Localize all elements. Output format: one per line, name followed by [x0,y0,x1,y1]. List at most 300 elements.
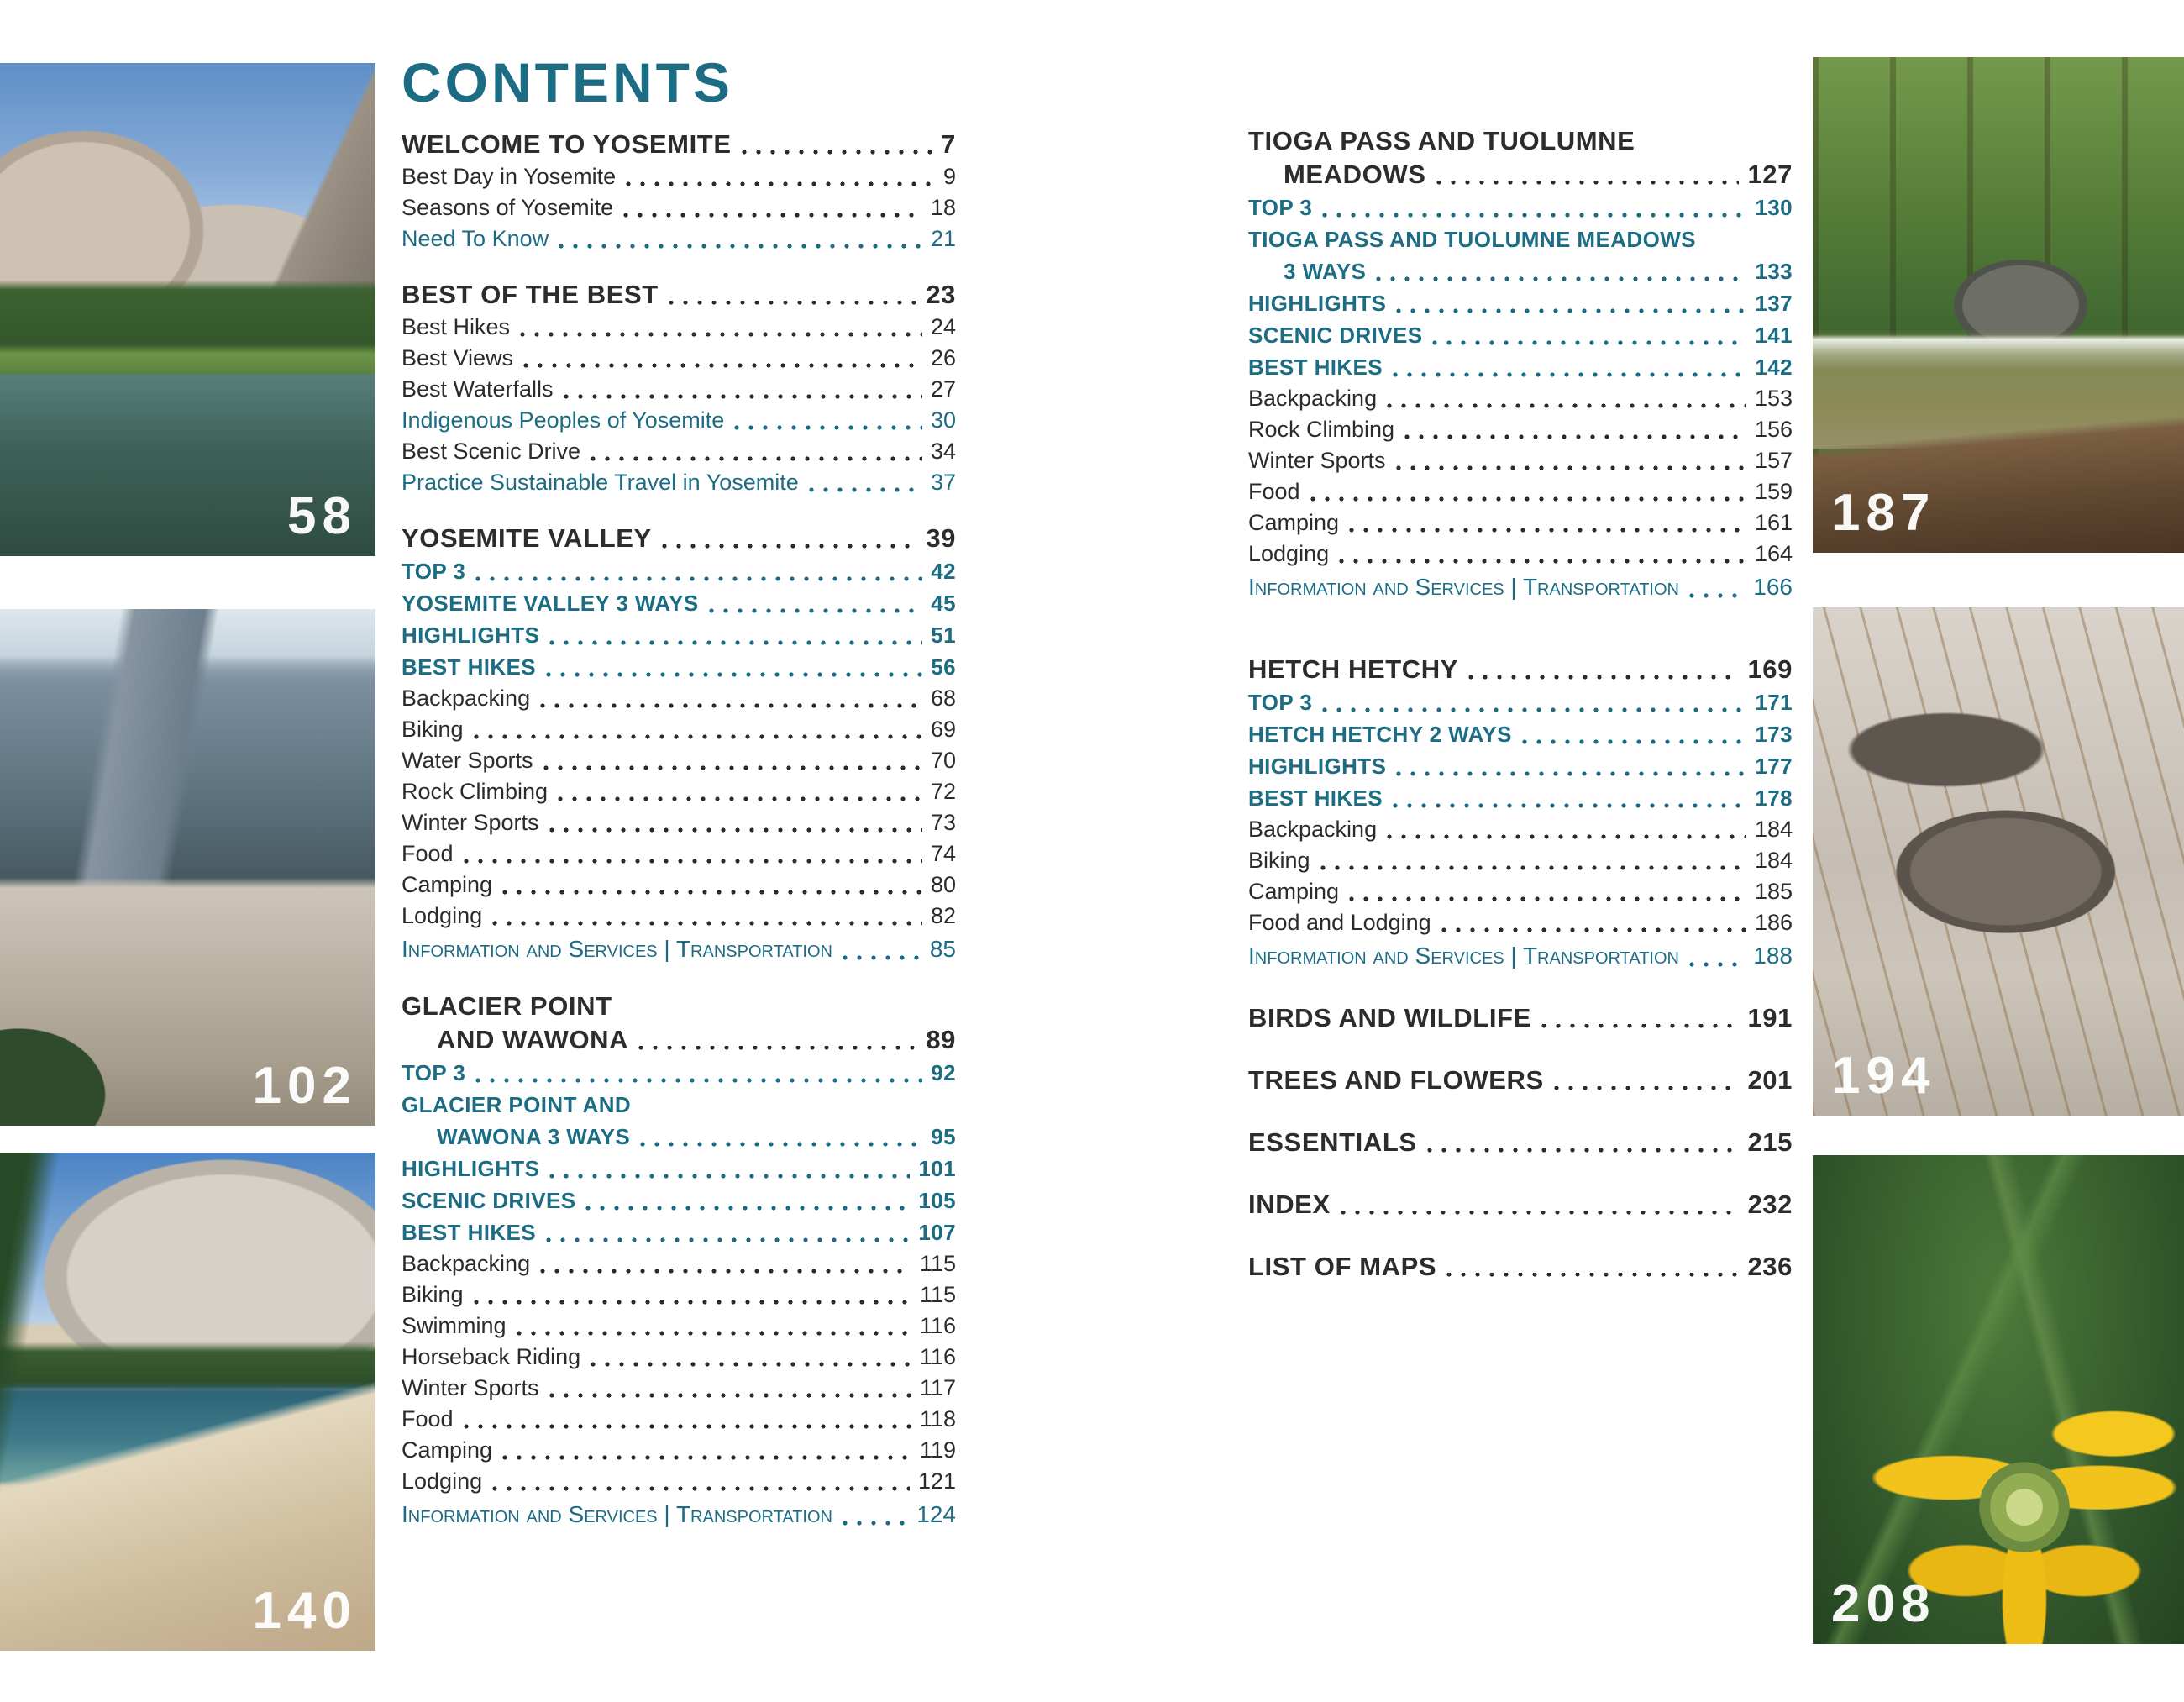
toc-entry-row [402,1279,956,1311]
toc-label: TOP 3 [1248,195,1313,220]
toc-label: TIOGA PASS AND TUOLUMNE [1248,126,1635,155]
dot-leader [558,796,922,801]
toc-entry-row [402,374,956,405]
toc-entry-row [402,555,956,587]
toc-entry-row [1248,782,1793,814]
dot-leader [502,1455,911,1460]
toc-label: HIGHLIGHTS [402,622,540,648]
section-title-row [402,522,956,555]
page-number: 171 [1755,690,1793,715]
toc-label: 3 WAYS [1284,259,1367,284]
dot-leader [492,921,922,926]
toc-label: Winter Sports [402,1375,539,1400]
page-number: 159 [1754,479,1793,504]
toc-label: Best Day in Yosemite [402,164,617,189]
dot-leader [1404,434,1746,439]
toc-entry-row [402,932,956,966]
toc-entry-row [1248,445,1793,476]
toc-entry-row [402,1342,956,1373]
toc-entry-row [1248,686,1793,718]
page-number: 119 [919,1437,956,1463]
photo-glacier-point-overlook [0,609,375,1126]
dot-leader [546,672,922,677]
toc-entry-row [402,192,956,223]
toc-label: HIGHLIGHTS [1248,754,1387,779]
dot-leader [638,1046,917,1050]
section-title-row [1248,1064,1793,1097]
page-number: 42 [931,559,956,584]
toc-section [1248,124,1793,604]
page-number: 157 [1754,448,1793,473]
toc-column-left [402,49,956,1531]
photo-great-gray-owl [1813,607,2184,1116]
page-number: 164 [1754,541,1793,566]
page-number: 178 [1755,785,1793,811]
toc-section [1248,1188,1793,1221]
toc-label: BEST HIKES [1248,355,1383,380]
toc-label: Information and Services | Transportation [1248,574,1679,600]
toc-label: SCENIC DRIVES [1248,323,1423,348]
toc-section [1248,653,1793,973]
toc-entry-row [402,1089,956,1121]
page-number: 232 [1747,1190,1793,1219]
page-number: 68 [930,686,956,711]
dot-leader [1339,559,1746,564]
page-number: 69 [930,717,956,742]
toc-label: BEST OF THE BEST [402,280,659,309]
page-number: 85 [929,936,956,962]
dot-leader [549,1174,910,1179]
section-title-row [402,990,956,1023]
page-number: 23 [926,280,956,309]
page-number: 133 [1755,259,1793,284]
toc-label: TOP 3 [1248,690,1313,715]
page-number: 115 [919,1282,956,1307]
page-number: 107 [918,1220,956,1245]
toc-section [402,990,956,1531]
toc-entry-row [402,161,956,192]
toc-entry-row [402,1153,956,1185]
dot-leader [591,1362,911,1367]
section-title-row [1248,124,1793,158]
page-number: 184 [1754,848,1793,873]
toc-entry-row [1248,718,1793,750]
dot-leader [475,576,922,581]
toc-entry-row [1248,287,1793,319]
toc-label: Food [402,841,454,866]
toc-section [1248,1064,1793,1097]
toc-entry-row [402,807,956,838]
page-number: 56 [931,654,956,680]
toc-label: GLACIER POINT AND [402,1092,632,1117]
toc-label: AND WAWONA [437,1025,629,1054]
toc-label: Rock Climbing [402,779,549,804]
toc-label: Backpacking [1248,817,1378,842]
page-number: 130 [1755,195,1793,220]
dot-leader [549,827,922,833]
dot-leader [669,301,917,305]
page-number: 117 [919,1375,956,1400]
dot-leader [709,608,923,613]
dot-leader [1322,213,1746,218]
toc-section [1248,1001,1793,1035]
dot-leader [1441,927,1746,932]
toc-column-right [1248,124,1793,1284]
dot-leader [549,1393,911,1398]
page-number: 39 [926,523,956,553]
toc-label: Camping [402,1437,493,1463]
toc-label: Food [402,1406,454,1431]
dot-leader [502,890,922,895]
dot-leader [1396,771,1746,776]
dot-leader [1349,528,1746,533]
page-number: 21 [930,226,956,251]
dot-leader [564,394,922,399]
toc-entry-row [402,312,956,343]
toc-entry-row [402,651,956,683]
toc-entry-row [1248,538,1793,570]
toc-label: Best Hikes [402,314,511,339]
page-number: 236 [1747,1252,1793,1281]
toc-entry-row [402,1497,956,1531]
section-title-row [402,128,956,161]
page-number: 45 [931,591,956,616]
dot-leader [1393,803,1746,808]
toc-entry-row [402,343,956,374]
dot-leader [559,244,922,249]
toc-entry-row [1248,223,1793,255]
page-number: 24 [930,314,956,339]
dot-leader [623,213,922,218]
dot-leader [1349,896,1746,901]
dot-leader [543,765,922,770]
toc-entry-row [1248,907,1793,938]
toc-label: Lodging [402,903,483,928]
dot-leader [1396,308,1746,313]
page-number: 215 [1747,1127,1793,1157]
toc-entry-row [402,1435,956,1466]
toc-entry-row [402,1216,956,1248]
toc-entry-row [402,587,956,619]
toc-section [402,278,956,498]
section-title-row [1248,653,1793,686]
toc-label: TOP 3 [402,559,466,584]
dot-leader [1468,675,1739,680]
page-number: 18 [930,195,956,220]
page-number: 141 [1755,323,1793,348]
toc-entry-row [402,776,956,807]
toc-label: Horseback Riding [402,1344,581,1369]
toc-label: INDEX [1248,1190,1331,1219]
page-number: 166 [1753,574,1793,600]
page-number: 173 [1755,722,1793,747]
toc-label: Need To Know [402,226,549,251]
toc-label: Swimming [402,1313,507,1338]
toc-entry-row [402,838,956,869]
toc-label: MEADOWS [1284,160,1426,189]
toc-entry-row [402,714,956,745]
toc-label: Camping [1248,879,1340,904]
page-number: 188 [1753,943,1793,969]
page-number: 51 [931,622,956,648]
dot-leader [1393,372,1746,377]
page-number: 156 [1754,417,1793,442]
toc-entry-row [402,1466,956,1497]
page-number: 27 [930,376,956,402]
page-number: 37 [930,470,956,495]
page-number: 89 [926,1025,956,1054]
dot-leader [1522,739,1747,744]
dot-leader [540,1269,911,1274]
toc-label: Lodging [1248,541,1330,566]
page-number: 72 [930,779,956,804]
page-number: 118 [919,1406,956,1431]
section-title-row [402,278,956,312]
dot-leader [540,703,922,708]
toc-section [402,522,956,966]
toc-section [402,128,956,255]
photo-page-number: 140 [252,1582,357,1640]
page-number: 73 [930,810,956,835]
toc-label: TIOGA PASS AND TUOLUMNE MEADOWS [1248,227,1696,252]
page-number: 124 [916,1501,956,1527]
toc-label: Practice Sustainable Travel in Yosemite [402,470,799,495]
dot-leader [464,1424,911,1429]
dot-leader [843,955,921,960]
toc-entry-row [1248,476,1793,507]
page-number: 9 [942,164,956,189]
toc-entry-row [1248,750,1793,782]
toc-entry-row [402,619,956,651]
photo-page-number: 187 [1831,484,1936,542]
page-number: 116 [919,1313,956,1338]
dot-leader [1320,865,1746,870]
toc-entry-row [1248,876,1793,907]
section-title-row [1248,1188,1793,1221]
toc-label: Indigenous Peoples of Yosemite [402,407,725,433]
dot-leader [546,1237,910,1242]
toc-entry-row [402,467,956,498]
toc-label: BEST HIKES [402,1220,537,1245]
section-title-row [1248,1250,1793,1284]
section-title-row [402,1023,956,1057]
toc-entry-row [1248,414,1793,445]
dot-leader [1554,1086,1740,1090]
toc-entry-row [1248,814,1793,845]
toc-label: LIST OF MAPS [1248,1252,1437,1281]
toc-entry-row [1248,351,1793,383]
toc-entry-row [402,1373,956,1404]
dot-leader [520,332,922,337]
section-title-row [1248,158,1793,192]
toc-section [1248,1250,1793,1284]
toc-entry-row [402,745,956,776]
toc-label: WELCOME TO YOSEMITE [402,129,732,159]
page-number: 34 [930,439,956,464]
toc-label: BEST HIKES [402,654,537,680]
page-number: 161 [1754,510,1793,535]
toc-entry-row [402,1404,956,1435]
toc-entry-row [1248,938,1793,973]
page-number: 92 [931,1060,956,1085]
toc-label: Biking [402,717,464,742]
dot-leader [549,640,922,645]
toc-label: Best Scenic Drive [402,439,581,464]
page-number: 7 [941,129,956,159]
toc-entry-row [402,436,956,467]
toc-label: SCENIC DRIVES [402,1188,576,1213]
toc-entry-row [402,1311,956,1342]
page-number: 82 [930,903,956,928]
page-number: 74 [930,841,956,866]
page-number: 191 [1747,1003,1793,1032]
toc-label: Water Sports [402,748,533,773]
page-number: 121 [917,1468,956,1494]
dot-leader [1322,707,1746,712]
page-title: CONTENTS [402,51,733,113]
toc-entry-row [1248,255,1793,287]
page-number: 70 [930,748,956,773]
toc-label: TOP 3 [402,1060,466,1085]
page-number: 184 [1754,817,1793,842]
toc-label: Information and Services | Transportation [402,936,832,962]
toc-label: Biking [1248,848,1310,873]
page-number: 101 [918,1156,956,1181]
page-number: 186 [1754,910,1793,935]
toc-label: Rock Climbing [1248,417,1395,442]
toc-label: Information and Services | Transportation [402,1501,832,1527]
photo-page-number: 58 [287,487,357,545]
photo-page-number: 208 [1831,1575,1936,1633]
toc-entry-row [402,901,956,932]
toc-label: TREES AND FLOWERS [1248,1065,1544,1095]
photo-tenaya-lake [0,1153,375,1651]
dot-leader [843,1521,908,1526]
toc-label: ESSENTIALS [1248,1127,1417,1157]
page-number: 185 [1754,879,1793,904]
dot-leader [734,425,922,430]
dot-leader [640,1142,922,1147]
dot-leader [1689,962,1745,967]
page-number: 177 [1755,754,1793,779]
dot-leader [742,150,933,155]
dot-leader [1310,496,1746,502]
toc-label: Information and Services | Transportation [1248,943,1679,969]
page-number: 115 [919,1251,956,1276]
page-number: 30 [930,407,956,433]
toc-entry-row [1248,319,1793,351]
toc-entry-row [402,223,956,255]
dot-leader [626,181,935,186]
section-title-row [1248,1001,1793,1035]
toc-label: Best Waterfalls [402,376,554,402]
dot-leader [474,1300,911,1305]
toc-label: Winter Sports [1248,448,1386,473]
dot-leader [809,487,922,492]
toc-entry-row [1248,192,1793,223]
toc-label: YOSEMITE VALLEY [402,523,652,553]
page-number: 153 [1754,386,1793,411]
dot-leader [1541,1024,1740,1028]
photo-mirror-lake [0,63,375,556]
toc-label: Seasons of Yosemite [402,195,614,220]
dot-leader [1436,181,1740,185]
toc-entry-row [1248,845,1793,876]
page-number: 95 [931,1124,956,1149]
page-number: 80 [930,872,956,897]
toc-label: Backpacking [402,686,531,711]
page-number: 116 [919,1344,956,1369]
toc-entry-row [402,1185,956,1216]
dot-leader [1341,1211,1740,1215]
dot-leader [523,363,922,368]
dot-leader [1427,1148,1740,1153]
dot-leader [1387,834,1746,839]
toc-entry-row [402,1121,956,1153]
toc-label: Best Views [402,345,514,370]
toc-entry-row [402,869,956,901]
dot-leader [662,544,918,549]
toc-label: Backpacking [402,1251,531,1276]
dot-leader [1396,465,1746,470]
dot-leader [1376,276,1746,281]
dot-leader [464,859,922,864]
toc-label: Food [1248,479,1300,504]
toc-entry-row [1248,383,1793,414]
dot-leader [1446,1273,1739,1277]
toc-label: Winter Sports [402,810,539,835]
toc-label: Camping [402,872,493,897]
dot-leader [1387,403,1746,408]
toc-label: YOSEMITE VALLEY 3 WAYS [402,591,699,616]
toc-label: BIRDS AND WILDLIFE [1248,1003,1531,1032]
toc-label: Backpacking [1248,386,1378,411]
toc-label: WAWONA 3 WAYS [437,1124,631,1149]
dot-leader [517,1331,911,1336]
dot-leader [1432,340,1746,345]
dot-leader [591,456,922,461]
toc-label: Biking [402,1282,464,1307]
toc-entry-row [402,1057,956,1089]
page-number: 201 [1747,1065,1793,1095]
page-number: 127 [1747,160,1793,189]
toc-label: Food and Lodging [1248,910,1431,935]
photo-river-picnic [1813,57,2184,553]
dot-leader [492,1486,910,1491]
toc-entry-row [402,1248,956,1279]
section-title-row [1248,1126,1793,1159]
toc-section [1248,1126,1793,1159]
toc-label: HETCH HETCHY 2 WAYS [1248,722,1512,747]
toc-label: BEST HIKES [1248,785,1383,811]
photo-page-number: 194 [1831,1047,1936,1105]
toc-label: HIGHLIGHTS [1248,291,1387,316]
dot-leader [585,1206,910,1211]
photo-yellow-coneflower [1813,1155,2184,1644]
dot-leader [1689,593,1745,598]
toc-label: HETCH HETCHY [1248,654,1459,684]
toc-entry-row [1248,570,1793,604]
page-number: 26 [930,345,956,370]
page-number: 142 [1755,355,1793,380]
toc-label: HIGHLIGHTS [402,1156,540,1181]
page-number: 105 [918,1188,956,1213]
photo-page-number: 102 [252,1057,357,1115]
dot-leader [474,734,922,739]
toc-entry-row [402,405,956,436]
toc-entry-row [402,683,956,714]
toc-label: Camping [1248,510,1340,535]
